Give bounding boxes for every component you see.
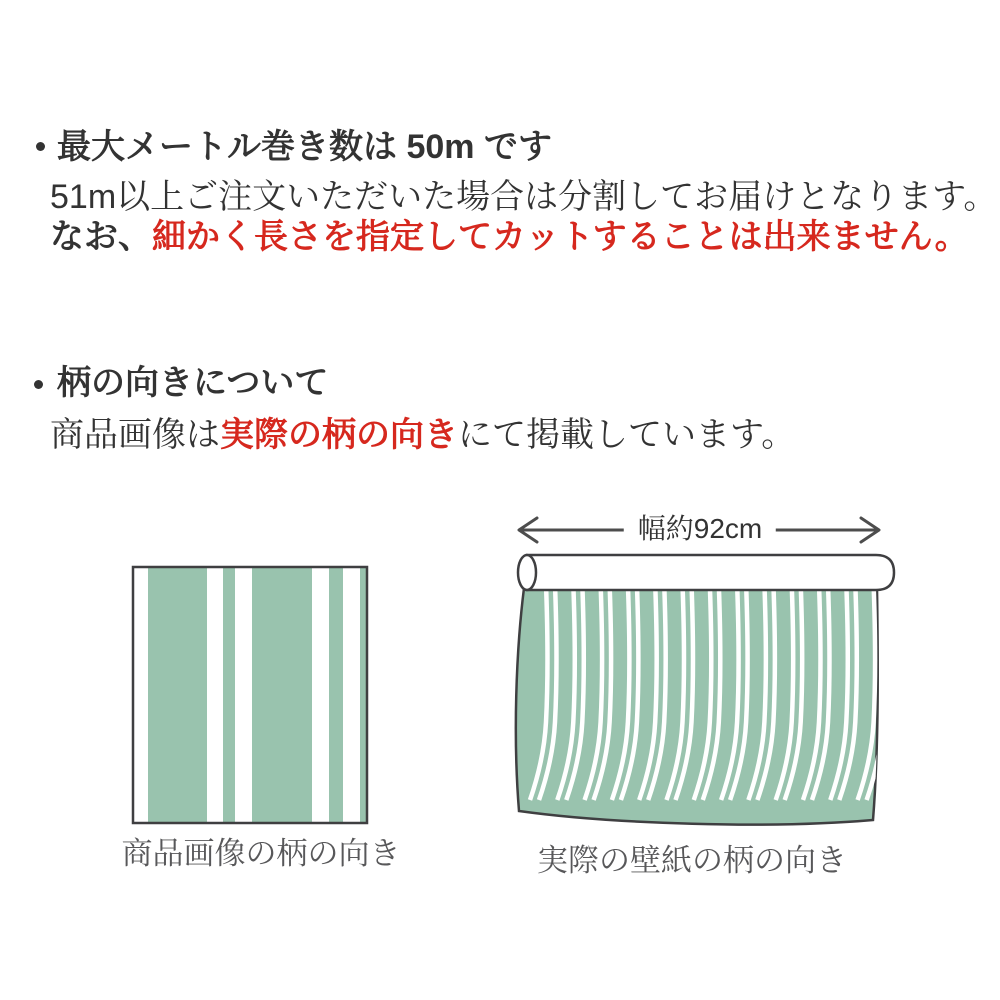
roll-tube-end [518,555,536,590]
no-cut-warning: 細かく長さを指定してカットすることは出来ません。 [152,218,969,256]
right-figure-caption: 実際の壁紙の柄の向き [537,843,847,878]
width-label: 幅約92cm [624,511,776,547]
bullet-icon [34,380,43,389]
bullet-icon [36,142,45,151]
actual-wallpaper-figure [500,500,900,835]
wallpaper-roll-tube [527,555,894,590]
no-cut-prefix: なお、 [50,218,152,256]
no-cut-text [50,217,969,257]
pattern-direction-heading: 柄の向きについて [57,364,329,402]
pattern-body-prefix: 商品画像は [50,416,220,454]
split-delivery-text: 51m以上ご注文いただいた場合は分割してお届けとなります。 [50,178,998,216]
max-roll-heading: 最大メートル巻き数は 50m です [57,128,552,166]
left-figure-caption: 商品画像の柄の向き [121,836,401,871]
square-green-stripes [148,568,367,822]
product-image-orientation-figure [131,565,369,825]
striped-square [133,567,367,823]
pattern-body-suffix: にて掲載しています。 [458,416,796,454]
pattern-body-highlight: 実際の柄の向き [220,416,458,454]
pattern-direction-body [50,415,795,455]
